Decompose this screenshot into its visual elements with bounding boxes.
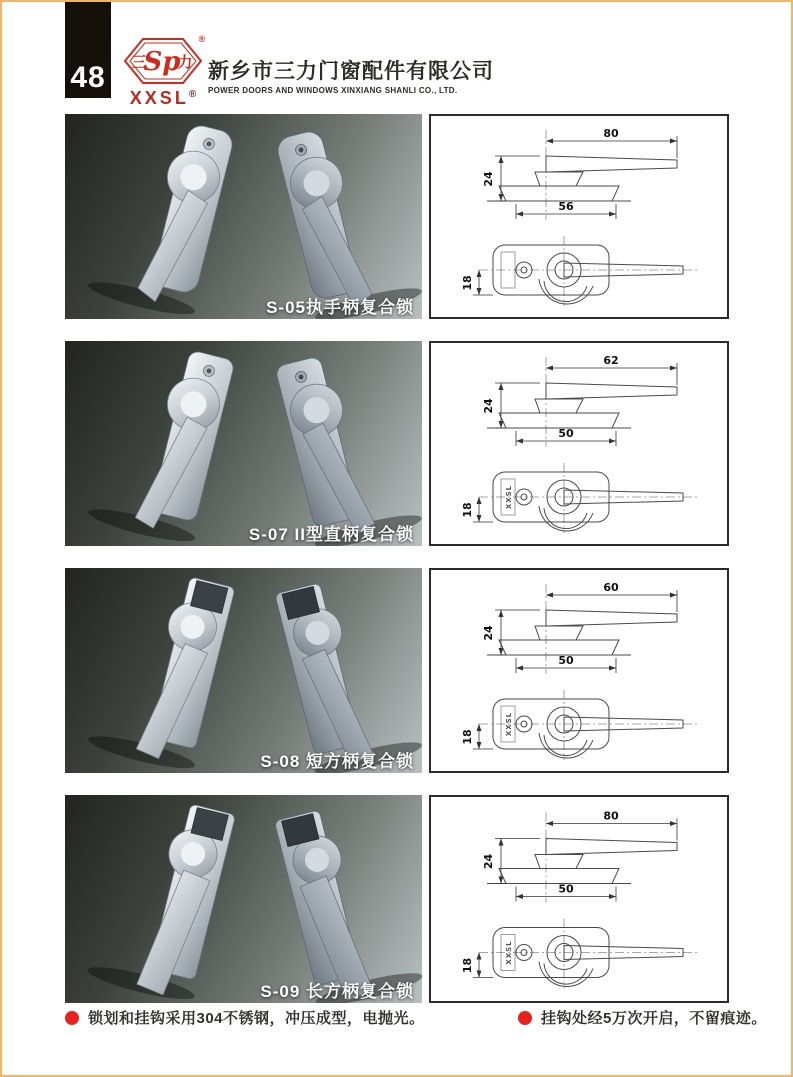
- svg-text:62: 62: [603, 354, 619, 367]
- svg-text:24: 24: [482, 398, 495, 414]
- svg-text:50: 50: [558, 882, 574, 896]
- svg-text:24: 24: [482, 171, 495, 187]
- lock-photo-illustration: [65, 568, 422, 773]
- svg-text:18: 18: [461, 502, 474, 518]
- product-photo-s05: [65, 114, 422, 319]
- product-label: S-07 II型直柄复合锁: [248, 525, 414, 544]
- technical-drawing-s08: [429, 568, 729, 773]
- company-block: [208, 59, 494, 95]
- page-number: 48: [70, 61, 106, 94]
- svg-text:80: 80: [603, 127, 619, 140]
- red-bullet-icon: [518, 1011, 532, 1025]
- lock-photo-illustration: [65, 341, 422, 546]
- svg-text:力: 力: [177, 54, 193, 71]
- svg-text:50: 50: [558, 654, 574, 667]
- svg-text:®: ®: [198, 34, 206, 44]
- product-label: S-05执手柄复合锁: [266, 298, 414, 317]
- svg-text:18: 18: [461, 729, 474, 745]
- product-photo-s09: [65, 795, 422, 1003]
- svg-text:XXSL: XXSL: [505, 711, 513, 737]
- technical-drawing: [431, 797, 727, 1001]
- technical-drawing-s09: [429, 795, 729, 1003]
- product-label: S-09 长方柄复合锁: [260, 982, 414, 1001]
- svg-text:18: 18: [461, 957, 474, 974]
- technical-drawing: [431, 570, 727, 771]
- svg-text:三: 三: [131, 54, 147, 71]
- svg-text:24: 24: [482, 853, 495, 870]
- technical-drawing: [431, 343, 727, 544]
- technical-drawing-s05: [429, 114, 729, 319]
- page-number-tab: [65, 2, 111, 98]
- product-row-s07: [2, 341, 793, 546]
- footer-note-text: 锁划和挂钩采用304不锈钢，冲压成型，电抛光。: [88, 1010, 425, 1027]
- technical-drawing: [431, 116, 727, 317]
- product-label: S-08 短方柄复合锁: [260, 752, 414, 771]
- svg-text:18: 18: [461, 275, 474, 291]
- brand-hexagon-icon: [117, 32, 209, 88]
- svg-text:XXSL: XXSL: [505, 484, 513, 510]
- brand-logo: [115, 32, 211, 107]
- product-photo-s08: [65, 568, 422, 773]
- product-row-s05: [2, 114, 793, 319]
- product-row-s08: [2, 568, 793, 773]
- footer-note-text: 挂钩处经5万次开启，不留痕迹。: [541, 1010, 767, 1027]
- footer-note-durability: [518, 1007, 767, 1028]
- product-row-s09: [2, 795, 793, 1003]
- svg-text:50: 50: [558, 427, 574, 440]
- lock-photo-illustration: [65, 114, 422, 319]
- svg-text:56: 56: [558, 200, 574, 213]
- lock-photo-illustration: [65, 795, 422, 1003]
- svg-text:Sp: Sp: [143, 47, 181, 77]
- svg-text:24: 24: [482, 625, 495, 641]
- company-name-en: POWER DOORS AND WINDOWS XINXIANG SHANLI CO., LTD.: [208, 86, 458, 96]
- product-photo-s07: [65, 341, 422, 546]
- technical-drawing-s07: [429, 341, 729, 546]
- svg-text:XXSL: XXSL: [505, 940, 513, 965]
- brand-abbreviation: XXSL®: [129, 88, 197, 108]
- registered-mark: ®: [188, 89, 197, 100]
- red-bullet-icon: [65, 1011, 79, 1025]
- footer-note-material: [65, 1007, 425, 1028]
- company-name-cn: 新乡市三力门窗配件有限公司: [208, 60, 494, 83]
- svg-text:80: 80: [603, 809, 619, 823]
- svg-text:60: 60: [603, 581, 619, 594]
